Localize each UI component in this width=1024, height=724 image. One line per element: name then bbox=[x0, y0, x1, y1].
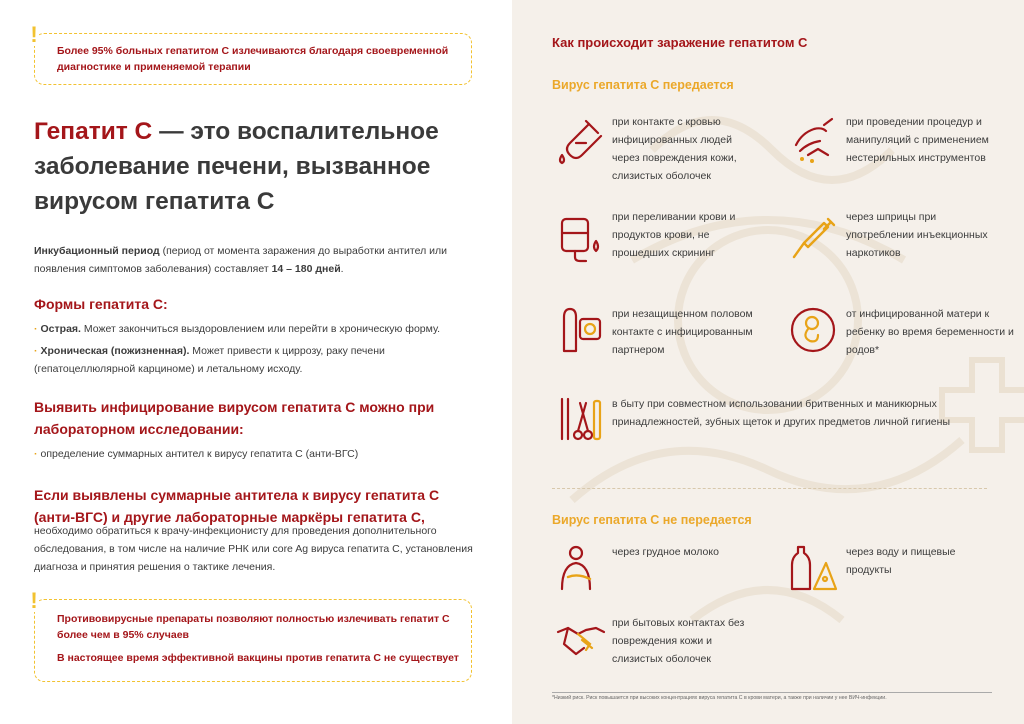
form-item-text: Может привести к циррозу, раку печени (гепатоцеллюлярной карциноме) и летальному исходу. bbox=[34, 345, 385, 375]
fetus-icon bbox=[788, 305, 838, 355]
main-title bbox=[34, 114, 484, 219]
condom-icon bbox=[556, 305, 606, 355]
forms-heading: Формы гепатита С: bbox=[34, 296, 168, 312]
detect-item bbox=[34, 445, 474, 463]
not-transmitted-item-text: при бытовых контактах без повреждения кожи и слизистых оболочек bbox=[612, 617, 745, 665]
transmitted-item-text: от инфицированной матери к ребенку во время беременности и родов* bbox=[846, 308, 1014, 356]
detect-item-text: определение суммарных антител к вирусу гепатита С (анти-ВГС) bbox=[40, 448, 359, 460]
section-divider bbox=[552, 488, 987, 489]
exclamation-icon: ! bbox=[30, 22, 38, 47]
not-transmitted-item-text: через воду и пищевые продукты bbox=[846, 546, 956, 576]
bullet-dot: · bbox=[34, 448, 38, 460]
form-item-label: Острая. bbox=[40, 323, 81, 335]
bullet-dot: · bbox=[34, 323, 38, 335]
right-panel bbox=[512, 0, 1024, 724]
if-found-text: необходимо обратиться к врачу-инфекционисту для проведения дополнительного обследования, в том числе на наличие РНК или core Ag вируса гепатита С, установления диагноза и принятия решения о тактике лечения. bbox=[34, 525, 473, 573]
transmitted-item-text: через шприцы при употреблении инъекционных наркотиков bbox=[846, 211, 988, 259]
incubation-text: (период от момента заражения до выработки антител или появления симптомов заболевания) составляет bbox=[34, 245, 448, 275]
incubation-end: . bbox=[340, 263, 344, 275]
callout-top-text: Более 95% больных гепатитом С излечиваются благодаря своевременной диагностике и применяемой терапии bbox=[57, 45, 449, 73]
syringe-icon bbox=[788, 213, 838, 263]
if-found-heading: Если выявлены суммарные антитела к вирусу гепатита С (анти-ВГС) и другие лабораторные маркёры гепатита С, bbox=[34, 487, 440, 525]
incubation-label: Инкубационный период bbox=[34, 245, 160, 257]
incubation-paragraph bbox=[34, 242, 474, 278]
form-item-acute bbox=[34, 320, 474, 338]
water-food-icon bbox=[788, 543, 838, 593]
callout-bottom-line1: Противовирусные препараты позволяют полностью излечивать гепатит С более чем в 95% случаев bbox=[57, 613, 450, 641]
transmitted-item-text: при контакте с кровью инфицированных людей через повреждения кожи, слизистых оболочек bbox=[612, 116, 737, 182]
handshake-icon bbox=[556, 614, 606, 664]
blood-bag-icon bbox=[556, 213, 606, 263]
detect-heading: Выявить инфицирование вирусом гепатита С можно при лабораторном исследовании: bbox=[34, 399, 435, 437]
title-red-part: Гепатит С bbox=[34, 118, 153, 145]
breastfeeding-icon bbox=[556, 543, 606, 593]
transmitted-item-text: при проведении процедур и манипуляций с применением нестерильных инструментов bbox=[846, 116, 989, 164]
callout-top bbox=[30, 22, 472, 85]
title-rest: — это воспалительное заболевание печени, вызванное вирусом гепатита С bbox=[34, 118, 439, 215]
not-transmitted-item-text: через грудное молоко bbox=[612, 546, 719, 558]
callout-bottom-line2: В настоящее время эффективной вакцины против гепатита С не существует bbox=[57, 652, 459, 664]
manicure-procedure-icon bbox=[788, 115, 838, 165]
right-heading: Как происходит заражение гепатитом С bbox=[552, 35, 808, 50]
transmitted-item-text: при переливании крови и продуктов крови, не прошедших скрининг bbox=[612, 211, 736, 259]
footnote: *Низкий риск. Риск повышается при высоких концентрациях вируса гепатита С в крови матери, а также при наличии у нее ВИЧ-инфекции. bbox=[552, 692, 992, 701]
transmitted-heading: Вирус гепатита С передается bbox=[552, 78, 734, 92]
exclamation-icon: ! bbox=[30, 588, 38, 613]
blood-tube-icon bbox=[556, 115, 606, 165]
form-item-chronic bbox=[34, 342, 454, 378]
transmitted-item-text: при незащищенном половом контакте с инфицированным партнером bbox=[612, 308, 753, 356]
form-item-text: Может закончиться выздоровлением или перейти в хроническую форму. bbox=[80, 323, 441, 335]
transmitted-item-text: в быту при совместном использовании бритвенных и маникюрных принадлежностей, зубных щеток и других предметов личной гигиены bbox=[612, 398, 950, 428]
form-item-label: Хроническая (пожизненная). bbox=[40, 345, 190, 357]
incubation-range: 14 – 180 дней bbox=[271, 263, 341, 275]
not-transmitted-heading: Вирус гепатита С не передается bbox=[552, 513, 752, 527]
hygiene-items-icon bbox=[556, 395, 606, 445]
bullet-dot: · bbox=[34, 345, 38, 357]
callout-bottom bbox=[30, 588, 472, 682]
